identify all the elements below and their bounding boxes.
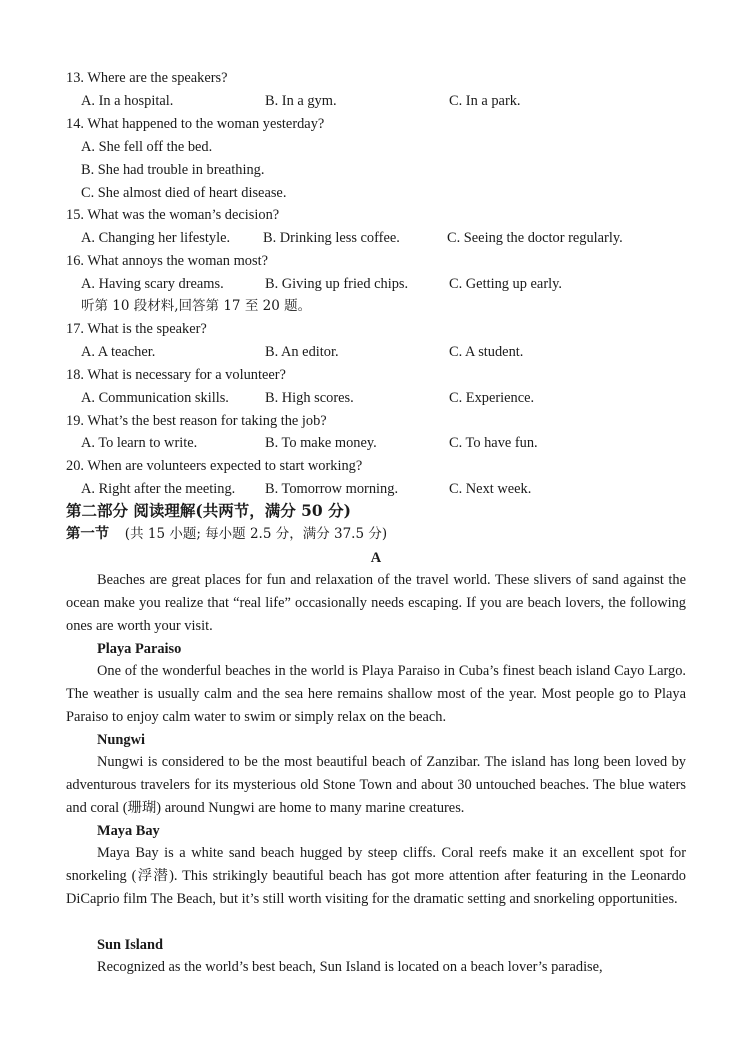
- passage-letter: A: [370, 550, 382, 566]
- option-a: A. Right after the meeting.: [81, 481, 236, 497]
- question-stem: 20. When are volunteers expected to start working?: [66, 458, 363, 474]
- option-c: C. A student.: [449, 344, 524, 360]
- option-a: A. A teacher.: [81, 344, 156, 360]
- option-c: C. Experience.: [449, 390, 535, 406]
- beach-heading: Sun Island: [97, 937, 164, 953]
- beach-paragraph: Nungwi is considered to be the most beautiful beach of Zanzibar. The island has long been loved by adventurous travelers for its mysterious old Stone Town and about 30 untouched beaches. The blue waters and coral (珊瑚) around Nungwi are home to many marine creatures.: [66, 754, 686, 816]
- question-stem: 16. What annoys the woman most?: [66, 253, 268, 269]
- question-stem: 18. What is necessary for a volunteer?: [66, 367, 286, 383]
- option-c: C. She almost died of heart disease.: [81, 185, 287, 201]
- section-detail: (共 15 小题; 每小题 2.5 分，满分 37.5 分): [124, 526, 388, 542]
- beach-paragraph: Maya Bay is a white sand beach hugged by steep cliffs. Coral reefs make it an excellent spot for snorkeling (浮潜). This strikingly beautiful beach has got more attention after featuring in the Leonardo DiCaprio film The Beach, but it’s still worth visiting for the dramatic setting and snorkeling opportunities.: [66, 845, 686, 907]
- option-c: C. In a park.: [449, 93, 521, 109]
- question-stem: 15. What was the woman’s decision?: [66, 207, 280, 223]
- option-a: A. She fell off the bed.: [81, 139, 213, 155]
- beach-heading: Maya Bay: [97, 823, 160, 839]
- beach-paragraph: One of the wonderful beaches in the world is Playa Paraiso in Cuba’s finest beach island Cayo Largo. The weather is usually calm and the sea here remains shallow most of the year. Most people go to Playa Paraiso to enjoy calm water to swim or simply relax on the beach.: [66, 663, 686, 725]
- option-a: A. To learn to write.: [81, 435, 198, 451]
- option-a: A. Changing her lifestyle.: [81, 230, 231, 246]
- option-b: B. To make money.: [265, 435, 377, 451]
- option-c: C. Seeing the doctor regularly.: [447, 230, 623, 246]
- passage-intro: Beaches are great places for fun and relaxation of the travel world. These slivers of sand against the ocean make you realize that “real life” occasionally needs escaping. If you are beach lovers, the following ones are worth your visit.: [66, 572, 686, 634]
- beach-heading: Playa Paraiso: [97, 641, 182, 657]
- option-c: C. To have fun.: [449, 435, 538, 451]
- option-c: C. Getting up early.: [449, 276, 562, 292]
- section-instruction: 听第 10 段材料,回答第 17 至 20 题。: [81, 298, 312, 314]
- section-header: [66, 525, 387, 543]
- option-c: C. Next week.: [449, 481, 532, 497]
- beach-heading: Nungwi: [97, 732, 145, 748]
- option-b: B. Tomorrow morning.: [265, 481, 399, 497]
- option-b: B. Giving up fried chips.: [265, 276, 409, 292]
- question-stem: 13. Where are the speakers?: [66, 70, 228, 86]
- option-b: B. In a gym.: [265, 93, 337, 109]
- section-label: 第一节: [66, 525, 110, 542]
- question-stem: 19. What’s the best reason for taking the job?: [66, 413, 327, 429]
- option-b: B. She had trouble in breathing.: [81, 162, 265, 178]
- question-stem: 17. What is the speaker?: [66, 321, 207, 337]
- option-a: A. Communication skills.: [81, 390, 229, 406]
- option-a: A. In a hospital.: [81, 93, 174, 109]
- option-b: B. Drinking less coffee.: [263, 230, 400, 246]
- option-b: B. An editor.: [265, 344, 339, 360]
- beach-paragraph: Recognized as the world’s best beach, Sun Island is located on a beach lover’s paradise,: [97, 959, 603, 975]
- option-a: A. Having scary dreams.: [81, 276, 224, 292]
- option-b: B. High scores.: [265, 390, 354, 406]
- part-title: 第二部分 阅读理解(共两节，满分 50 分): [66, 501, 351, 520]
- question-stem: 14. What happened to the woman yesterday?: [66, 116, 325, 132]
